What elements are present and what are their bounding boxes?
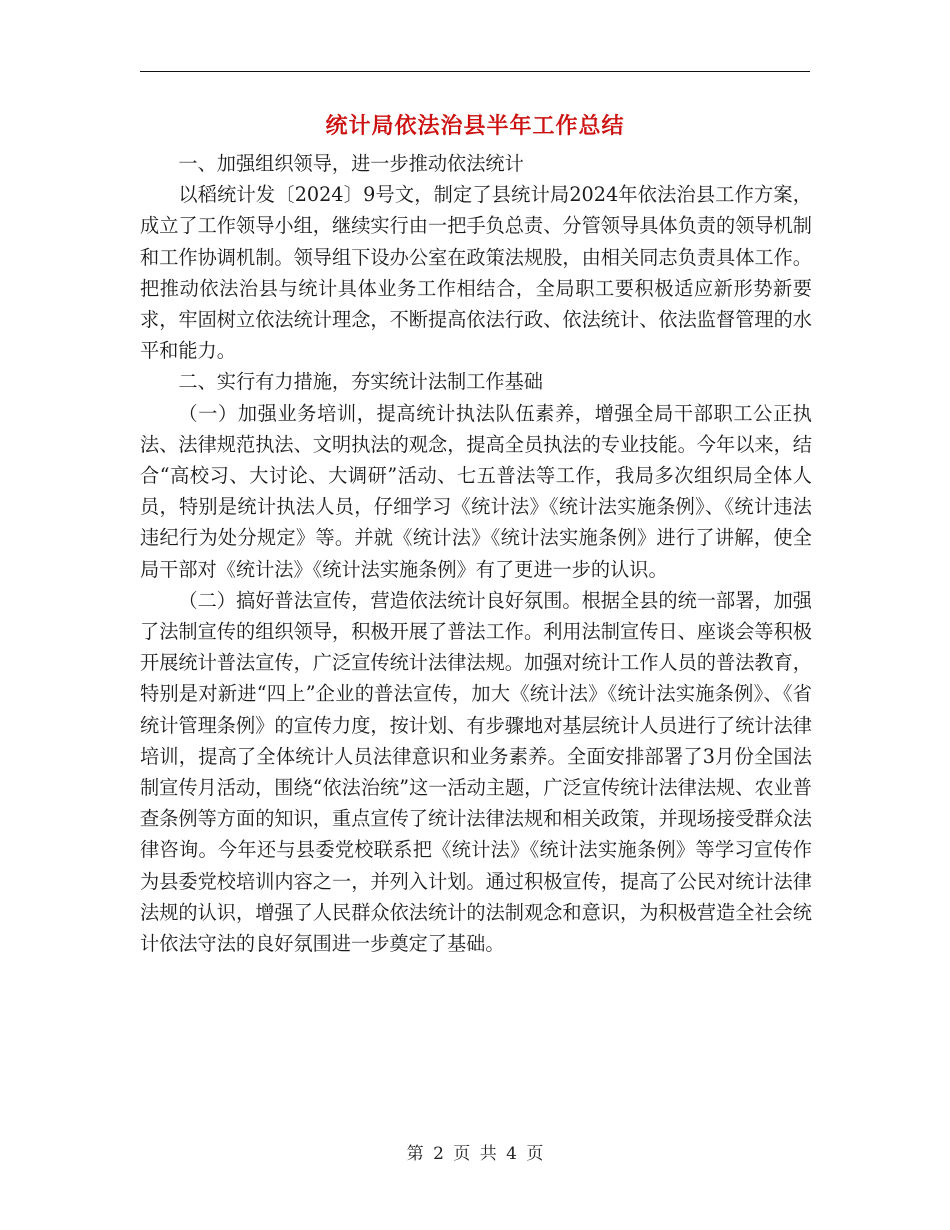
section-heading-1: 一、加强组织领导，进一步推动依法统计 [178, 152, 524, 175]
section-heading-2: 二、实行有力措施，夯实统计法制工作基础 [178, 370, 543, 394]
document-body [140, 148, 812, 959]
body-paragraph: 以稻统计发〔2024〕9号文，制定了县统计局2024年依法治县工作方案，成立了工作领导小组，继续实行由一把手负总责、分管领导具体负责的领导机制和工作协调机制。领导组下设办公室在政策法规股，由相关同志负责具体工作。把推动依法治县与统计具体业务工作相结合，全局职工要积极适应新形势新要求，牢固树立依法统计理念，不断提高依法行政、依法统计、依法监督管理的水平和能力。 [140, 183, 812, 363]
body-paragraph: （二）搞好普法宣传，营造依法统计良好氛围。根据全县的统一部署，加强了法制宣传的组织领导，积极开展了普法工作。利用法制宣传日、座谈会等积极开展统计普法宣传，广泛宣传统计法律法规。加强对统计工作人员的普法教育，特别是对新进“四上”企业的普法宣传，加大《统计法》《统计法实施条例》、《省统计管理条例》的宣传力度，按计划、有步骤地对基层统计人员进行了统计法律培训，提高了全体统计人员法律意识和业务素养。全面安排部署了3月份全国法制宣传月活动，围绕“依法治统”这一活动主题，广泛宣传统计法律法规、农业普查条例等方面的知识，重点宣传了统计法律法规和相关政策，并现场接受群众法律咨询。今年还与县委党校联系把《统计法》《统计法实施条例》等学习宣传作为县委党校培训内容之一，并列入计划。通过积极宣传，提高了公民对统计法律法规的认识，增强了人民群众依法统计的法制观念和意识，为积极营造全社会统计依法守法的良好氛围进一步奠定了基础。 [140, 588, 812, 956]
header-rule [140, 71, 810, 72]
page-number-footer: 第 2 页 共 4 页 [406, 1144, 544, 1164]
document-title: 统计局依法治县半年工作总结 [325, 113, 625, 139]
body-paragraph: （一）加强业务培训，提高统计执法队伍素养，增强全局干部职工公正执法、法律规范执法、文明执法的观念，提高全员执法的专业技能。今年以来，结合“高校习、大讨论、大调研”活动、七五普法等工作，我局多次组织局全体人员，特别是统计执法人员，仔细学习《统计法》《统计法实施条例》、《统计违法违纪行为处分规定》等。并就《统计法》《统计法实施条例》进行了讲解，使全局干部对《统计法》《统计法实施条例》有了更进一步的认识。 [140, 401, 812, 581]
